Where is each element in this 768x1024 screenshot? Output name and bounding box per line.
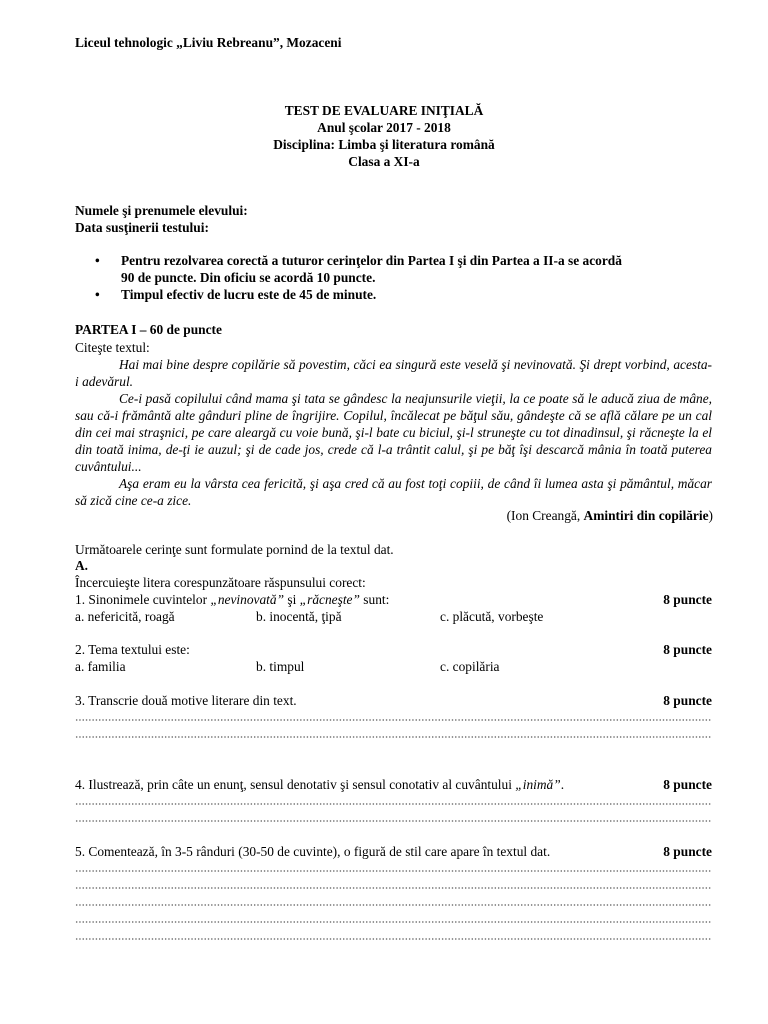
question-word: „răcneşte”	[299, 592, 360, 607]
instruction-text: Pentru rezolvarea corectă a tuturor cerinţelor din Partea I şi din Partea a II-a se acordă	[121, 253, 622, 268]
instructions-list	[95, 252, 715, 303]
section-a-label: A.	[75, 558, 89, 573]
option-b[interactable]: b. timpul	[256, 659, 305, 674]
answer-line[interactable]	[75, 921, 712, 923]
student-name-label: Numele şi prenumele elevului:	[75, 203, 248, 218]
option-c[interactable]: c. plăcută, vorbeşte	[440, 609, 544, 624]
class-level: Clasa a XI-a	[348, 154, 420, 169]
question-text: 1. Sinonimele cuvintelor	[75, 592, 211, 607]
test-date-label: Data susţinerii testului:	[75, 220, 209, 235]
option-c[interactable]: c. copilăria	[440, 659, 500, 674]
question-text: 4. Ilustrează, prin câte un enunţ, sensul denotativ şi sensul conotativ al cuvântului	[75, 777, 516, 792]
question-3	[75, 692, 712, 709]
bullet-icon: •	[95, 253, 100, 268]
work-title: Amintiri din copilărie	[583, 508, 709, 523]
text-source	[507, 507, 713, 524]
question-text: 3. Transcrie două motive literare din text.	[75, 693, 297, 708]
instruction-item	[95, 252, 715, 286]
question-text: 2. Tema textului este:	[75, 642, 190, 657]
answer-line[interactable]	[75, 938, 712, 940]
title-block	[0, 102, 768, 170]
instruction-text: 90 de puncte. Din oficiu se acordă 10 puncte.	[121, 270, 376, 285]
question-1-options	[75, 608, 712, 625]
option-a[interactable]: a. nefericită, roagă	[75, 609, 175, 624]
instruction-item	[95, 286, 715, 303]
question-word: „inimă”	[515, 777, 561, 792]
answer-line[interactable]	[75, 887, 712, 889]
section-intro: Următoarele cerinţe sunt formulate pornind de la textul dat.	[75, 542, 394, 557]
question-points: 8 puncte	[663, 777, 712, 792]
section-a-instruction: Încercuieşte litera corespunzătoare răspunsului corect:	[75, 575, 366, 590]
answer-line[interactable]	[75, 820, 712, 822]
text-paragraph: Aşa eram eu la vârsta cea fericită, şi aşa cred că au fost toţi copiii, de când îi lumea asta şi pământul, măcar să zică cine ce-a zice.	[75, 476, 712, 508]
student-info	[75, 202, 248, 236]
answer-line[interactable]	[75, 803, 712, 805]
test-title: TEST DE EVALUARE INIŢIALĂ	[284, 103, 484, 118]
discipline: Disciplina: Limba şi literatura română	[273, 137, 495, 152]
answer-line[interactable]	[75, 904, 712, 906]
part1-title: PARTEA I – 60 de puncte	[75, 322, 222, 337]
text-paragraph: Ce-i pasă copilului când mama şi tata se gândesc la neajunsurile vieţii, la ce poate să le aducă ziua de mâne, sau că-i frământă alte gânduri pline de îngrijire. Copilul, încălecat pe băţul său, gândeşte că se află călare pe un cal din cei mai straşnici, pe care aleargă cu voie bună, şi-l bate cu biciul, şi-l struneşte cu tot dinadinsul, şi răcneşte la el din toată inima, de-ţi ie auzul; şi de cade jos, crede că l-a trântit calul, şi pe băţ îşi descarcă mânia în toată puterea cuvântului...	[75, 391, 712, 474]
question-5	[75, 843, 712, 860]
question-text: sunt:	[359, 592, 390, 607]
read-label: Citeşte textul:	[75, 340, 150, 355]
question-points: 8 puncte	[663, 844, 712, 859]
source-close: )	[708, 508, 713, 523]
school-name: Liceul tehnologic „Liviu Rebreanu”, Mozaceni	[75, 35, 342, 50]
question-word: „nevinovată”	[210, 592, 285, 607]
question-2-options	[75, 658, 712, 675]
question-text: şi	[284, 592, 300, 607]
author-name: (Ion Creangă,	[506, 508, 584, 523]
question-2	[75, 641, 712, 658]
instruction-text: Timpul efectiv de lucru este de 45 de minute.	[121, 287, 377, 302]
option-b[interactable]: b. inocentă, ţipă	[256, 609, 342, 624]
school-year: Anul şcolar 2017 - 2018	[317, 120, 451, 135]
option-a[interactable]: a. familia	[75, 659, 126, 674]
question-text: 5. Comentează, în 3-5 rânduri (30-50 de cuvinte), o figură de stil care apare în textul dat.	[75, 844, 551, 859]
text-paragraph: Hai mai bine despre copilărie să povestim, căci ea singură este veselă şi nevinovată. Şi drept vorbind, acesta-i adevărul.	[75, 357, 712, 389]
answer-line[interactable]	[75, 736, 712, 738]
question-text: .	[560, 777, 565, 792]
question-points: 8 puncte	[663, 693, 712, 708]
question-1	[75, 591, 712, 608]
question-points: 8 puncte	[663, 642, 712, 657]
question-points: 8 puncte	[663, 592, 712, 607]
question-4	[75, 776, 712, 793]
answer-line[interactable]	[75, 719, 712, 721]
answer-line[interactable]	[75, 870, 712, 872]
reading-text	[75, 339, 712, 509]
bullet-icon: •	[95, 287, 100, 302]
